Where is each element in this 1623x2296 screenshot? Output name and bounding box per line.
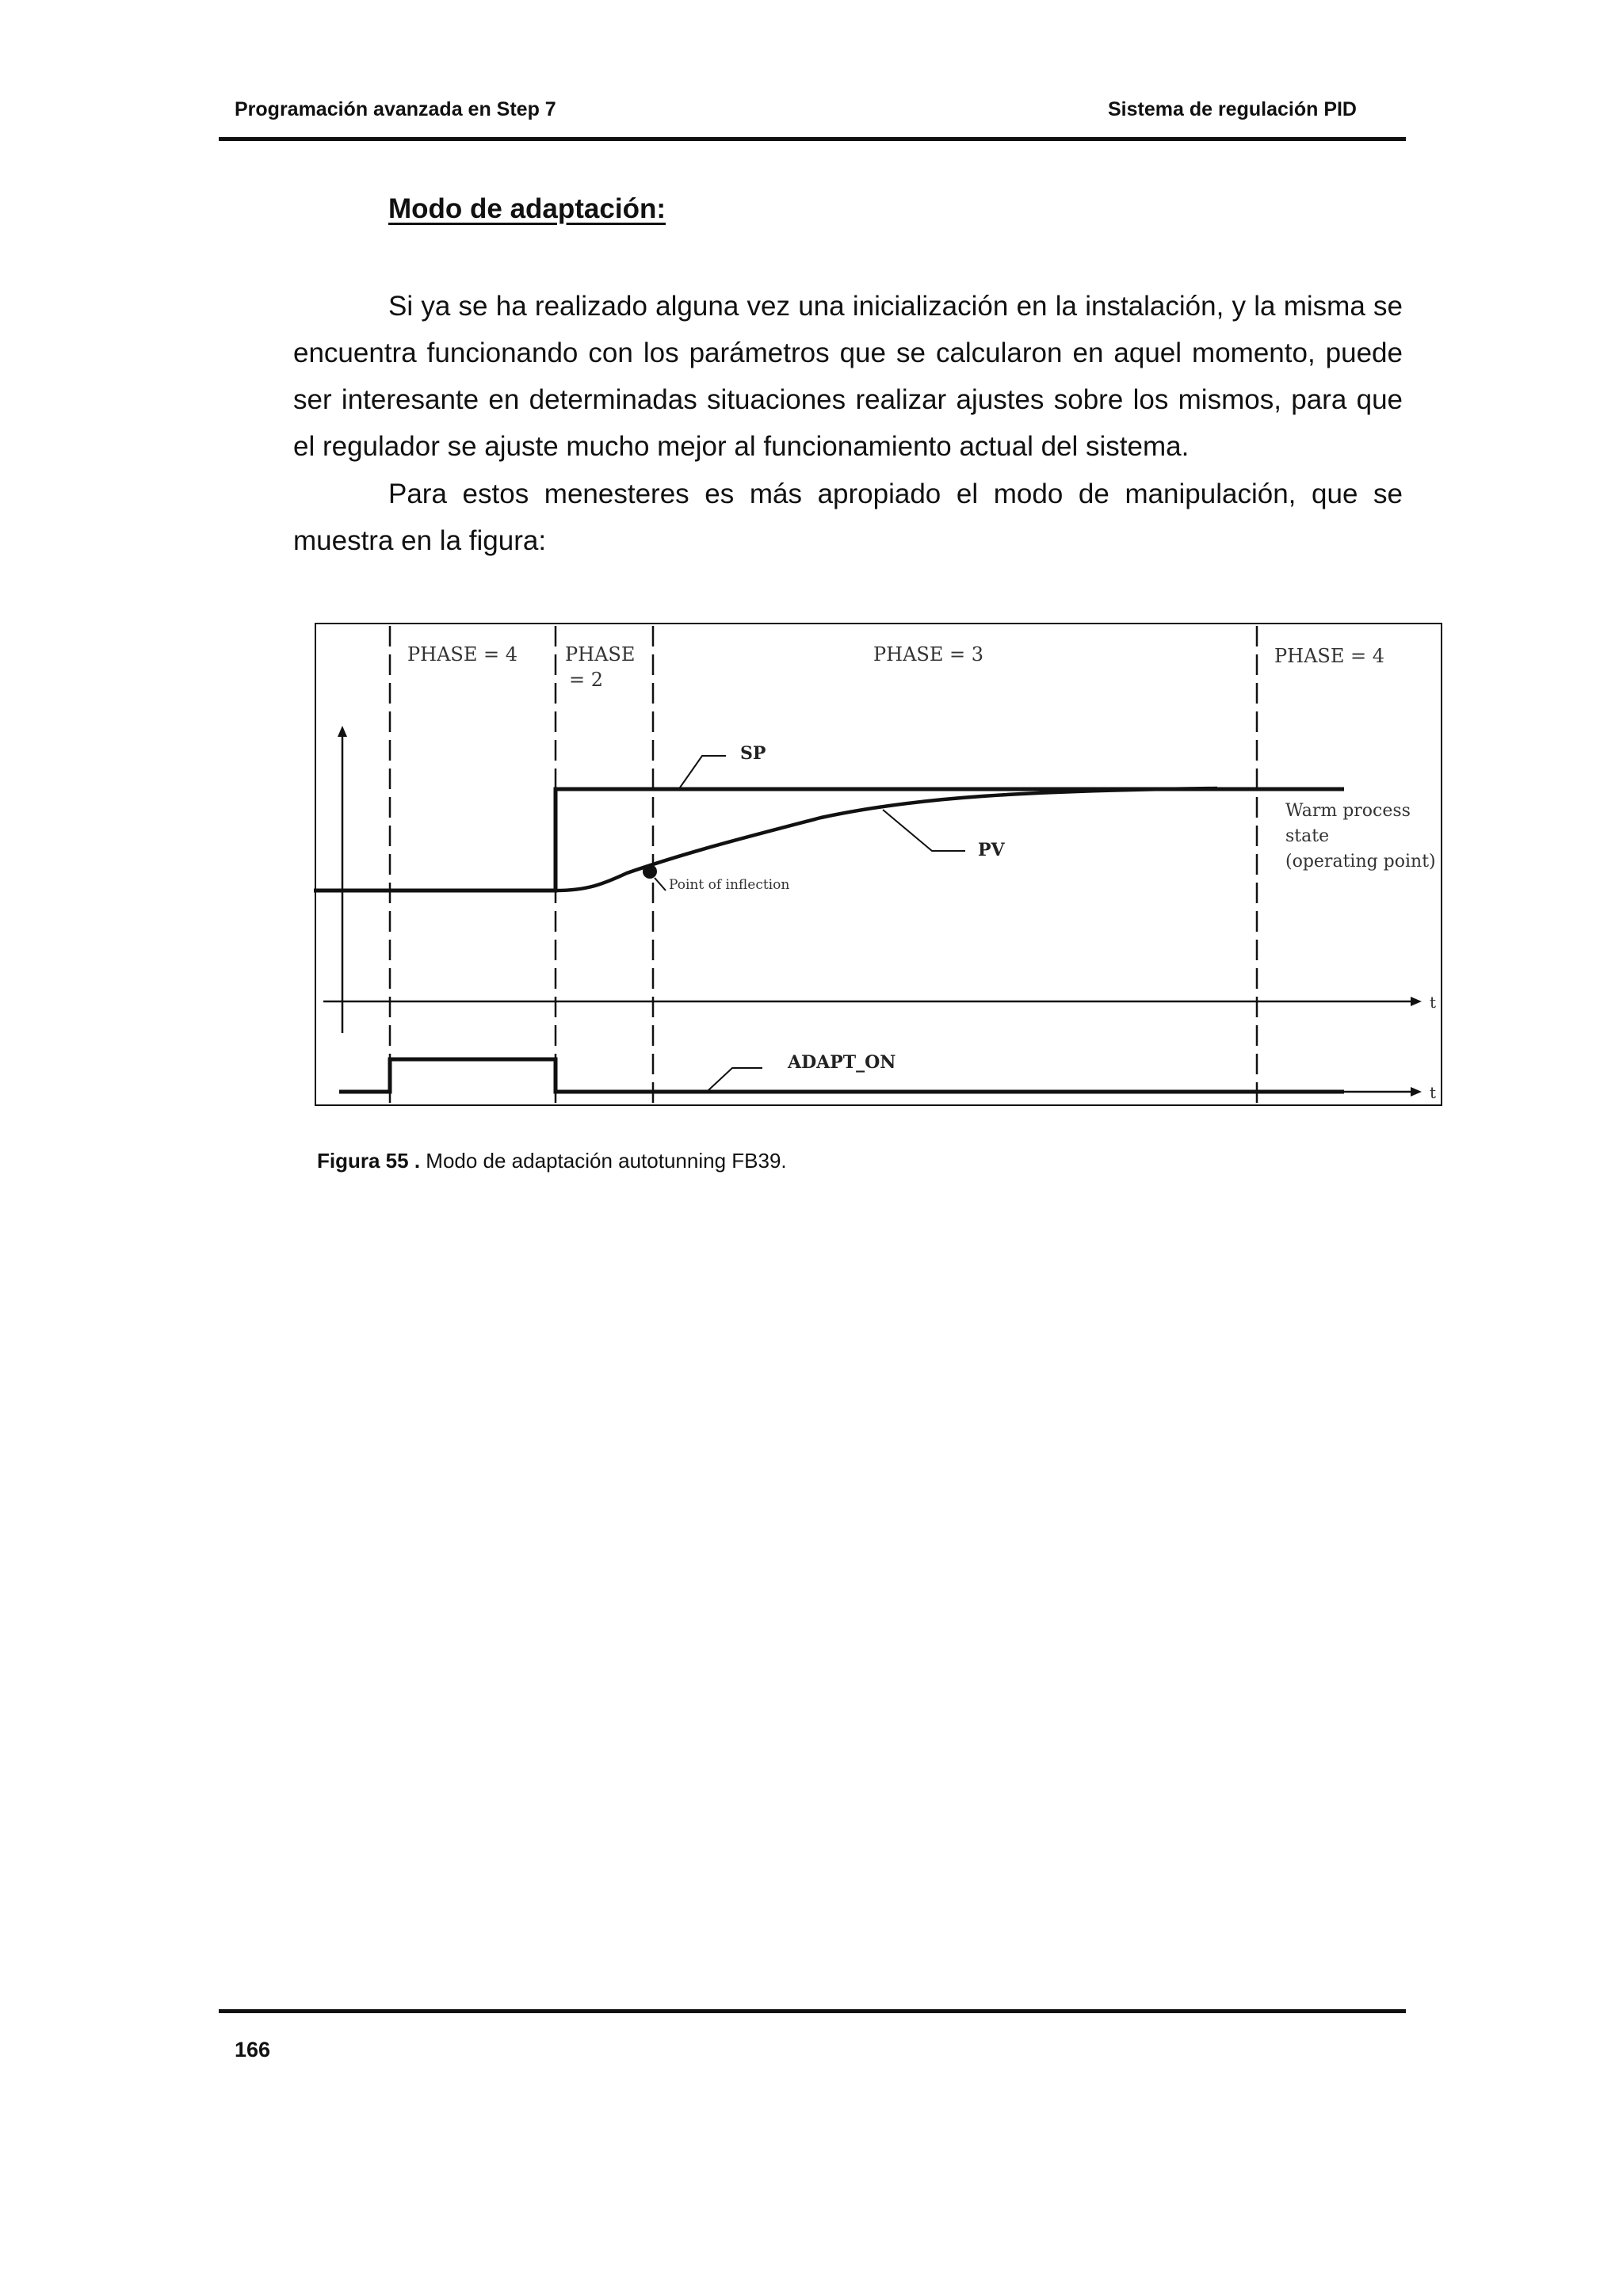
footer-rule (219, 2009, 1406, 2013)
paragraph-2 (293, 471, 1403, 564)
caption-label: Figura 55 . (317, 1149, 421, 1173)
adapt-on-label: ADAPT_ON (788, 1052, 896, 1073)
phase-label: PHASE (565, 643, 636, 666)
adaptation-mode-figure (314, 621, 1444, 1108)
sp-label: SP (740, 743, 766, 764)
warm-state-label: (operating point) (1285, 852, 1436, 871)
phase-label: PHASE = 4 (1274, 645, 1385, 667)
paragraph-2-text: Para estos menesteres es más apropiado el modo de manipulación, que se muestra en la figura: (293, 479, 1403, 556)
phase-label: PHASE = 3 (873, 643, 984, 666)
figure-caption (317, 1149, 787, 1173)
warm-state-label: Warm process (1285, 801, 1411, 821)
pv-label: PV (978, 840, 1005, 860)
warm-state-label: state (1285, 826, 1330, 846)
inflection-point (643, 864, 657, 879)
page-number: 166 (235, 2038, 271, 2061)
caption-text: Modo de adaptación autotunning FB39. (426, 1149, 787, 1173)
section-title: Modo de adaptación: (388, 193, 666, 224)
running-header-left: Programación avanzada en Step 7 (235, 98, 556, 120)
time-axis-label: t (1430, 993, 1437, 1012)
running-header-right: Sistema de regulación PID (1108, 98, 1357, 120)
paragraph-1-text: Si ya se ha realizado alguna vez una inicialización en la instalación, y la misma se encuentra funcionando con los parámetros que se calcularon en aquel momento, puede ser interesante en determinadas situaciones realizar ajustes sobre los mismos, para que el regulador se ajuste mucho mejor al funcionamiento actual del sistema. (293, 291, 1403, 462)
adapt-time-axis-label: t (1430, 1083, 1437, 1102)
paragraph-1 (293, 283, 1403, 470)
inflection-label: Point of inflection (669, 877, 790, 893)
figure-frame (315, 624, 1442, 1105)
header-rule (219, 137, 1406, 141)
timing-diagram (314, 621, 1444, 1108)
phase-label: PHASE = 4 (407, 643, 518, 666)
phase-label: = 2 (569, 669, 604, 691)
